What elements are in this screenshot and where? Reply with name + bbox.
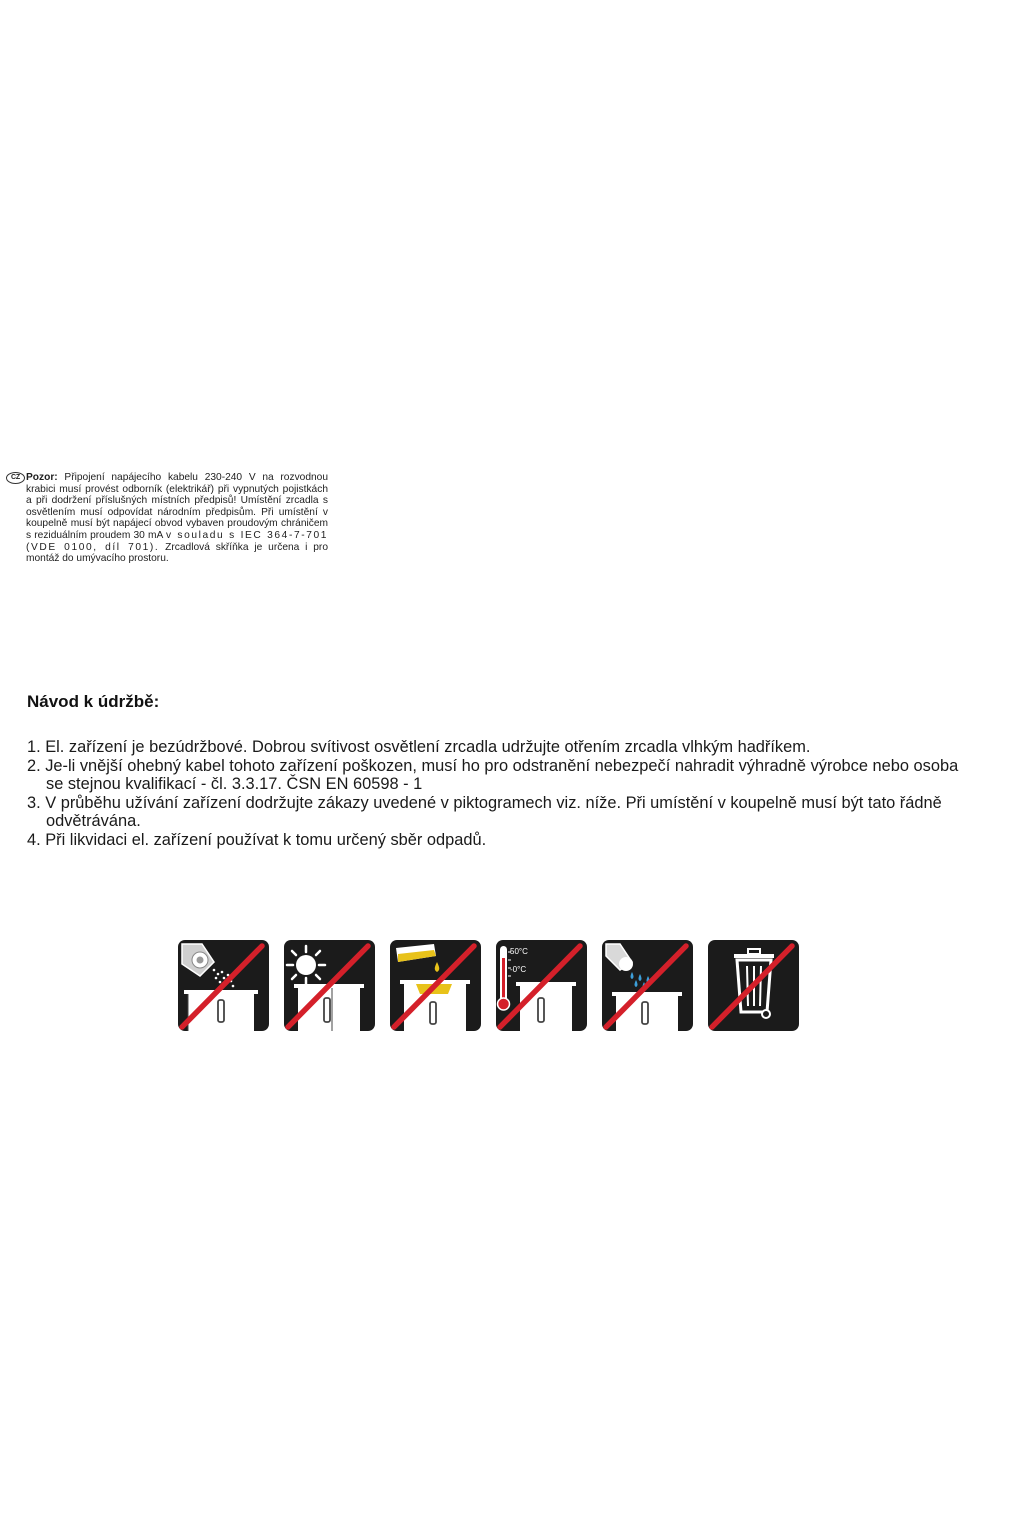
maintenance-section — [27, 692, 967, 850]
cold-temp-label: -0°C — [510, 965, 527, 974]
warning-text — [26, 472, 328, 565]
no-spray-icon — [178, 940, 269, 1031]
warning-lead: Pozor: — [26, 472, 58, 483]
no-sunlight-icon — [284, 940, 375, 1031]
maintenance-item: 3. V průběhu užívání zařízení dodržujte zákazy uvedené v piktogramech viz. níže. Při umístění v koupelně musí být tato řádně odvětrávána. — [27, 793, 942, 831]
maintenance-list — [27, 738, 967, 850]
no-liquid-spill-icon — [390, 940, 481, 1031]
pictogram-row — [178, 940, 799, 1031]
warning-block — [6, 472, 332, 565]
cz-language-badge: CZ — [6, 472, 25, 484]
no-household-waste-icon — [708, 940, 799, 1031]
no-water-shower-icon — [602, 940, 693, 1031]
hot-temp-label: 50°C — [510, 947, 528, 956]
maintenance-title: Návod k údržbě: — [27, 692, 160, 711]
maintenance-item: 4. Při likvidaci el. zařízení používat k tomu určený sběr odpadů. — [27, 830, 487, 849]
warning-text-part-1: Připojení napájecího kabelu 230-240 V na rozvodnou krabici musí provést odborník (elektrikář) při vypnutých pojistkách a při dodržení příslušných místních předpisů! Umístění zrcadla s osvětlením musí odpovídat národním předpisům. Při umístění v koupelně musí být napájecí obvod vybaven proudovým chráničem s reziduálním proudem 30 mA — [26, 472, 328, 541]
no-temperature-extremes-icon — [496, 940, 587, 1031]
maintenance-item: 2. Je-li vnější ohebný kabel tohoto zařízení poškozen, musí ho pro odstranění nebezpečí nahradit výhradně výrobce nebo osoba se stejnou kvalifikací - čl. 3.3.17. ČSN EN 60598 - 1 — [27, 756, 959, 794]
maintenance-item: 1. El. zařízení je bezúdržbové. Dobrou svítivost osvětlení zrcadla udržujte otřením zrcadla vlhkým hadříkem. — [27, 738, 811, 756]
warning-text-part-3: Zrcadlová skříňka je určena i pro montáž do umývacího prostoru. — [26, 541, 328, 565]
warning-text-standard: v souladu s IEC 364-7-701 (VDE 0100, díl 701). — [26, 529, 328, 553]
